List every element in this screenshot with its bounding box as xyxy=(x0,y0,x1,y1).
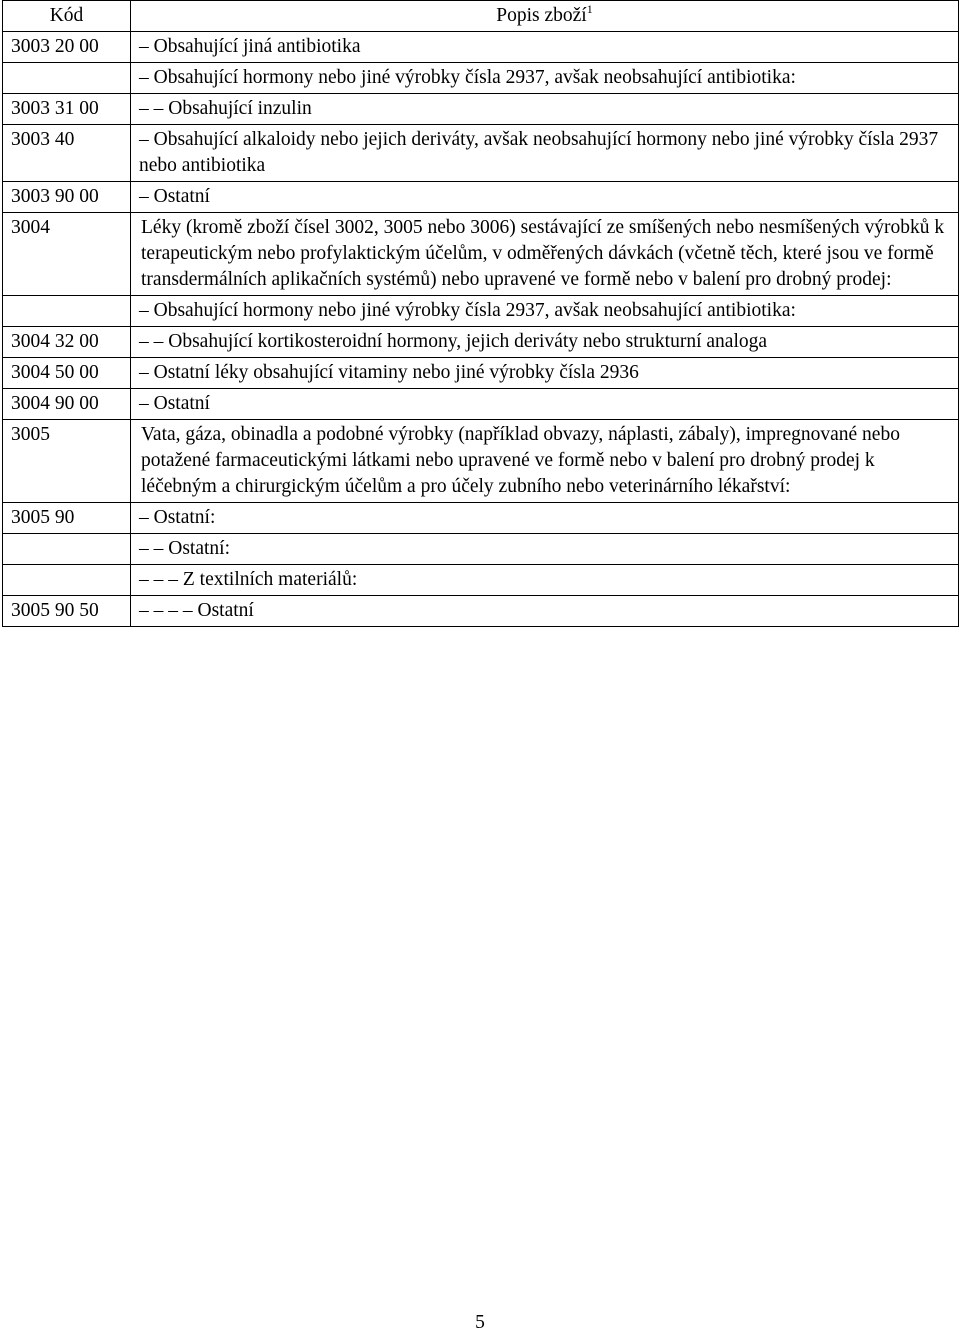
row-description xyxy=(131,358,959,389)
row-code xyxy=(3,296,131,327)
row-description xyxy=(131,327,959,358)
row-description xyxy=(131,534,959,565)
row-code: 3005 90 xyxy=(3,503,131,534)
row-code: 3003 31 00 xyxy=(3,94,131,125)
row-description-text: Vata, gáza, obinadla a podobné výrobky (například obvazy, náplasti, zábaly), impregnované nebo potažené farmaceutickými látkami nebo upravené ve formě nebo v balení pro drobný prodej k léčebným a chirurgickým účelům a pro účely zubního nebo veterinárního lékařství: xyxy=(141,424,900,497)
row-description-text: Ostatní: xyxy=(168,538,230,559)
row-description xyxy=(131,503,959,534)
row-code: 3003 90 00 xyxy=(3,182,131,213)
row-description xyxy=(131,63,959,94)
row-description-text: Ostatní: xyxy=(153,507,216,528)
row-indent-dashes: – – – – xyxy=(139,600,193,621)
row-description-text: Ostatní xyxy=(153,186,210,207)
row-code: 3004 50 00 xyxy=(3,358,131,389)
row-indent-dashes: – xyxy=(139,362,149,383)
row-indent-dashes: – xyxy=(139,393,149,414)
table-row xyxy=(3,358,959,389)
row-description-text: Ostatní xyxy=(153,393,210,414)
page-number: 5 xyxy=(475,1312,485,1333)
row-code: 3004 90 00 xyxy=(3,389,131,420)
row-indent-dashes: – xyxy=(139,186,149,207)
row-code: 3003 40 xyxy=(3,125,131,182)
row-indent-dashes: – – – xyxy=(139,569,178,590)
table-row xyxy=(3,327,959,358)
row-description xyxy=(131,94,959,125)
row-indent-dashes: – xyxy=(139,129,149,150)
table-row xyxy=(3,213,959,296)
row-indent-dashes: – – xyxy=(139,98,164,119)
row-description-text: Ostatní léky obsahující vitaminy nebo jiné výrobky čísla 2936 xyxy=(153,362,639,383)
document-page xyxy=(2,0,958,627)
row-code xyxy=(3,534,131,565)
table-row xyxy=(3,63,959,94)
row-description-text: Obsahující hormony nebo jiné výrobky čísla 2937, avšak neobsahující antibiotika: xyxy=(153,300,796,321)
footnote-mark: 1 xyxy=(586,2,593,16)
table-row xyxy=(3,534,959,565)
row-description-text: Obsahující kortikosteroidní hormony, jejich deriváty nebo strukturní analoga xyxy=(168,331,768,352)
row-description xyxy=(131,125,959,182)
row-code: 3004 32 00 xyxy=(3,327,131,358)
row-description xyxy=(131,182,959,213)
table-row xyxy=(3,182,959,213)
table-row xyxy=(3,565,959,596)
row-code: 3005 90 50 xyxy=(3,596,131,627)
row-indent-dashes: – – xyxy=(139,538,164,559)
row-description xyxy=(131,389,959,420)
row-code: 3003 20 00 xyxy=(3,32,131,63)
row-code: 3004 xyxy=(3,213,131,296)
row-indent-dashes: – – xyxy=(139,331,164,352)
row-description xyxy=(131,213,959,296)
column-header-description xyxy=(131,1,959,32)
row-description-text: Obsahující hormony nebo jiné výrobky čísla 2937, avšak neobsahující antibiotika: xyxy=(153,67,796,88)
row-description-text: Léky (kromě zboží čísel 3002, 3005 nebo 3006) sestávající ze smíšených nebo nesmíšených výrobků k terapeutickým nebo profylaktickým účelům, v odměřených dávkách (včetně těch, které jsou ve formě transdermálních aplikačních systémů) nebo upravené ve formě nebo v balení pro drobný prodej: xyxy=(141,217,945,290)
table-row xyxy=(3,32,959,63)
row-indent-dashes: – xyxy=(139,507,149,528)
table-row xyxy=(3,420,959,503)
table-row xyxy=(3,94,959,125)
row-indent-dashes: – xyxy=(139,300,149,321)
row-description-text: Obsahující inzulin xyxy=(168,98,312,119)
row-description xyxy=(131,565,959,596)
table-row xyxy=(3,125,959,182)
column-header-description-label: Popis zboží xyxy=(496,5,587,26)
table-row xyxy=(3,389,959,420)
row-description xyxy=(131,32,959,63)
column-header-code: Kód xyxy=(3,1,131,32)
table-row xyxy=(3,503,959,534)
row-description-text: Obsahující jiná antibiotika xyxy=(153,36,361,57)
row-description-text: Ostatní xyxy=(197,600,254,621)
row-description xyxy=(131,296,959,327)
row-description xyxy=(131,596,959,627)
goods-table xyxy=(2,0,959,627)
table-row xyxy=(3,296,959,327)
row-code xyxy=(3,565,131,596)
table-header-row xyxy=(3,1,959,32)
row-indent-dashes: – xyxy=(139,36,149,57)
row-code xyxy=(3,63,131,94)
row-code: 3005 xyxy=(3,420,131,503)
row-description xyxy=(131,420,959,503)
row-indent-dashes: – xyxy=(139,67,149,88)
row-description-text: Z textilních materiálů: xyxy=(182,569,358,590)
table-row xyxy=(3,596,959,627)
row-description-text: Obsahující alkaloidy nebo jejich deriváty, avšak neobsahující hormony nebo jiné výrobky čísla 2937 nebo antibiotika xyxy=(139,129,939,176)
